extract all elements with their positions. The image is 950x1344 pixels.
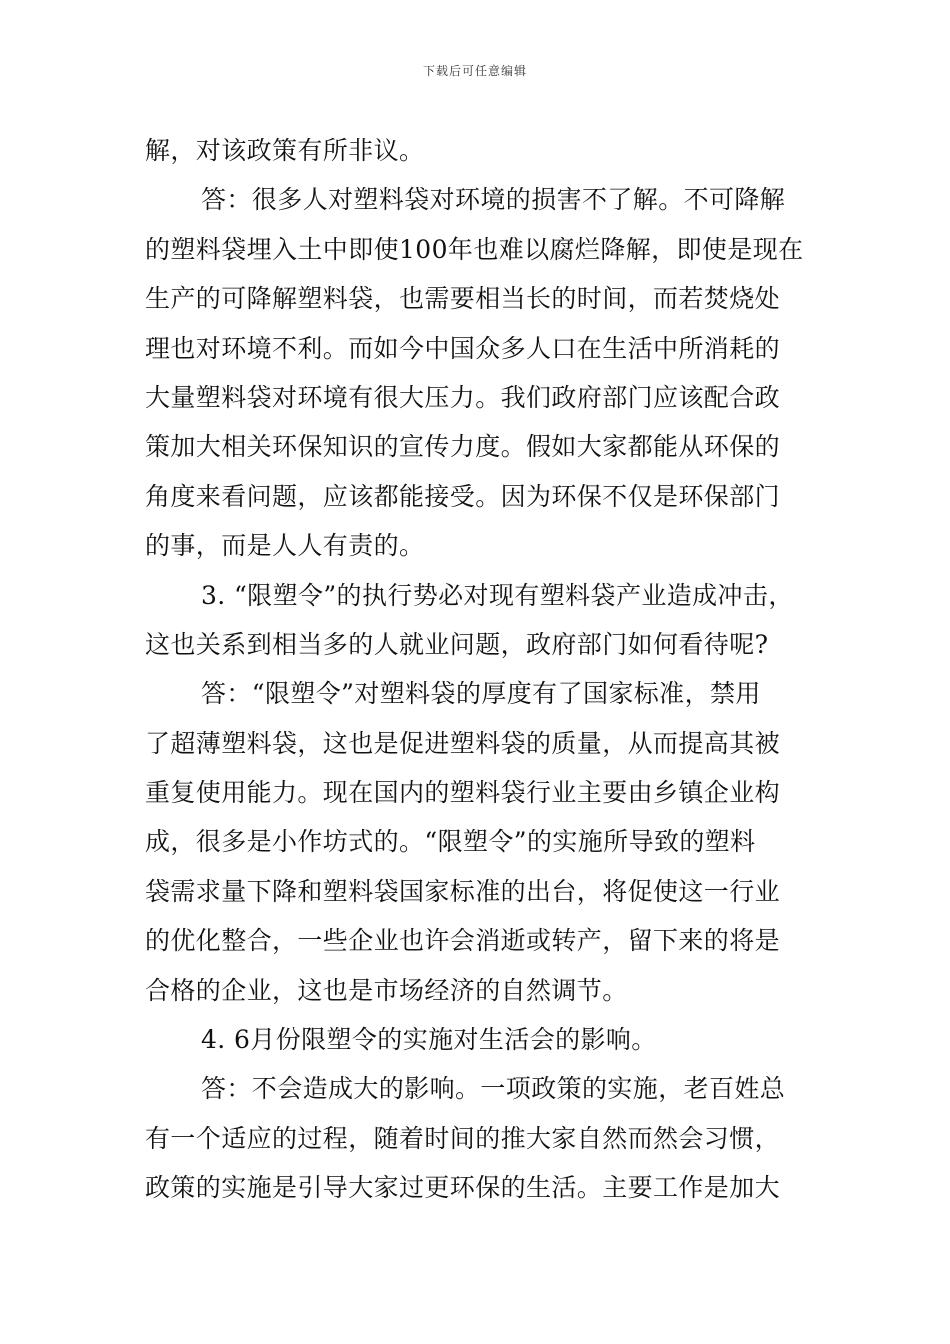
question-line: 3. “限塑令”的执行势必对现有塑料袋产业造成冲击，: [201, 580, 794, 610]
text-line: 策加大相关环保知识的宣传力度。假如大家都能从环保的: [145, 432, 781, 462]
text-line: 成，很多是小作坊式的。“限塑令”的实施所导致的塑料: [145, 827, 756, 857]
text-line: 理也对环境不利。而如今中国众多人口在生活中所消耗的: [145, 333, 781, 363]
text-line: 政策的实施是引导大家过更环保的生活。主要工作是加大: [145, 1173, 781, 1203]
body-text: [145, 126, 810, 1213]
text-line: 角度来看问题，应该都能接受。因为环保不仅是环保部门: [145, 481, 781, 511]
text-line: 答：很多人对塑料袋对环境的损害不了解。不可降解: [201, 185, 786, 215]
header-note: 下载后可任意编辑: [422, 64, 527, 78]
text-line: 这也关系到相当多的人就业问题，政府部门如何看待呢?: [145, 629, 769, 659]
text-line: 大量塑料袋对环境有很大压力。我们政府部门应该配合政: [145, 382, 781, 412]
text-line: 解，对该政策有所非议。: [145, 136, 425, 165]
text-line: 的塑料袋埋入土中即使100年也难以腐烂降解，即使是现在: [145, 234, 804, 264]
answer-line: 答：不会造成大的影响。一项政策的实施，老百姓总: [201, 1074, 786, 1104]
text-line: 合格的企业，这也是市场经济的自然调节。: [145, 975, 628, 1005]
answer-line: 答：“限塑令”对塑料袋的厚度有了国家标准，禁用: [201, 679, 761, 709]
text-line: 的优化整合，一些企业也许会消逝或转产，留下来的将是: [145, 926, 781, 956]
text-line: 重复使用能力。现在国内的塑料袋行业主要由乡镇企业构: [145, 778, 781, 808]
text-line: 了超薄塑料袋，这也是促进塑料袋的质量，从而提高其被: [145, 728, 781, 758]
text-line: 生产的可降解塑料袋，也需要相当长的时间，而若焚烧处: [145, 284, 781, 314]
question-line: 4. 6月份限塑令的实施对生活会的影响。: [201, 1025, 657, 1055]
text-line: 袋需求量下降和塑料袋国家标准的出台，将促使这一行业: [145, 876, 781, 906]
text-line: 的事，而是人人有责的。: [145, 531, 425, 561]
text-line: 有一个适应的过程，随着时间的推大家自然而然会习惯，: [145, 1123, 781, 1153]
